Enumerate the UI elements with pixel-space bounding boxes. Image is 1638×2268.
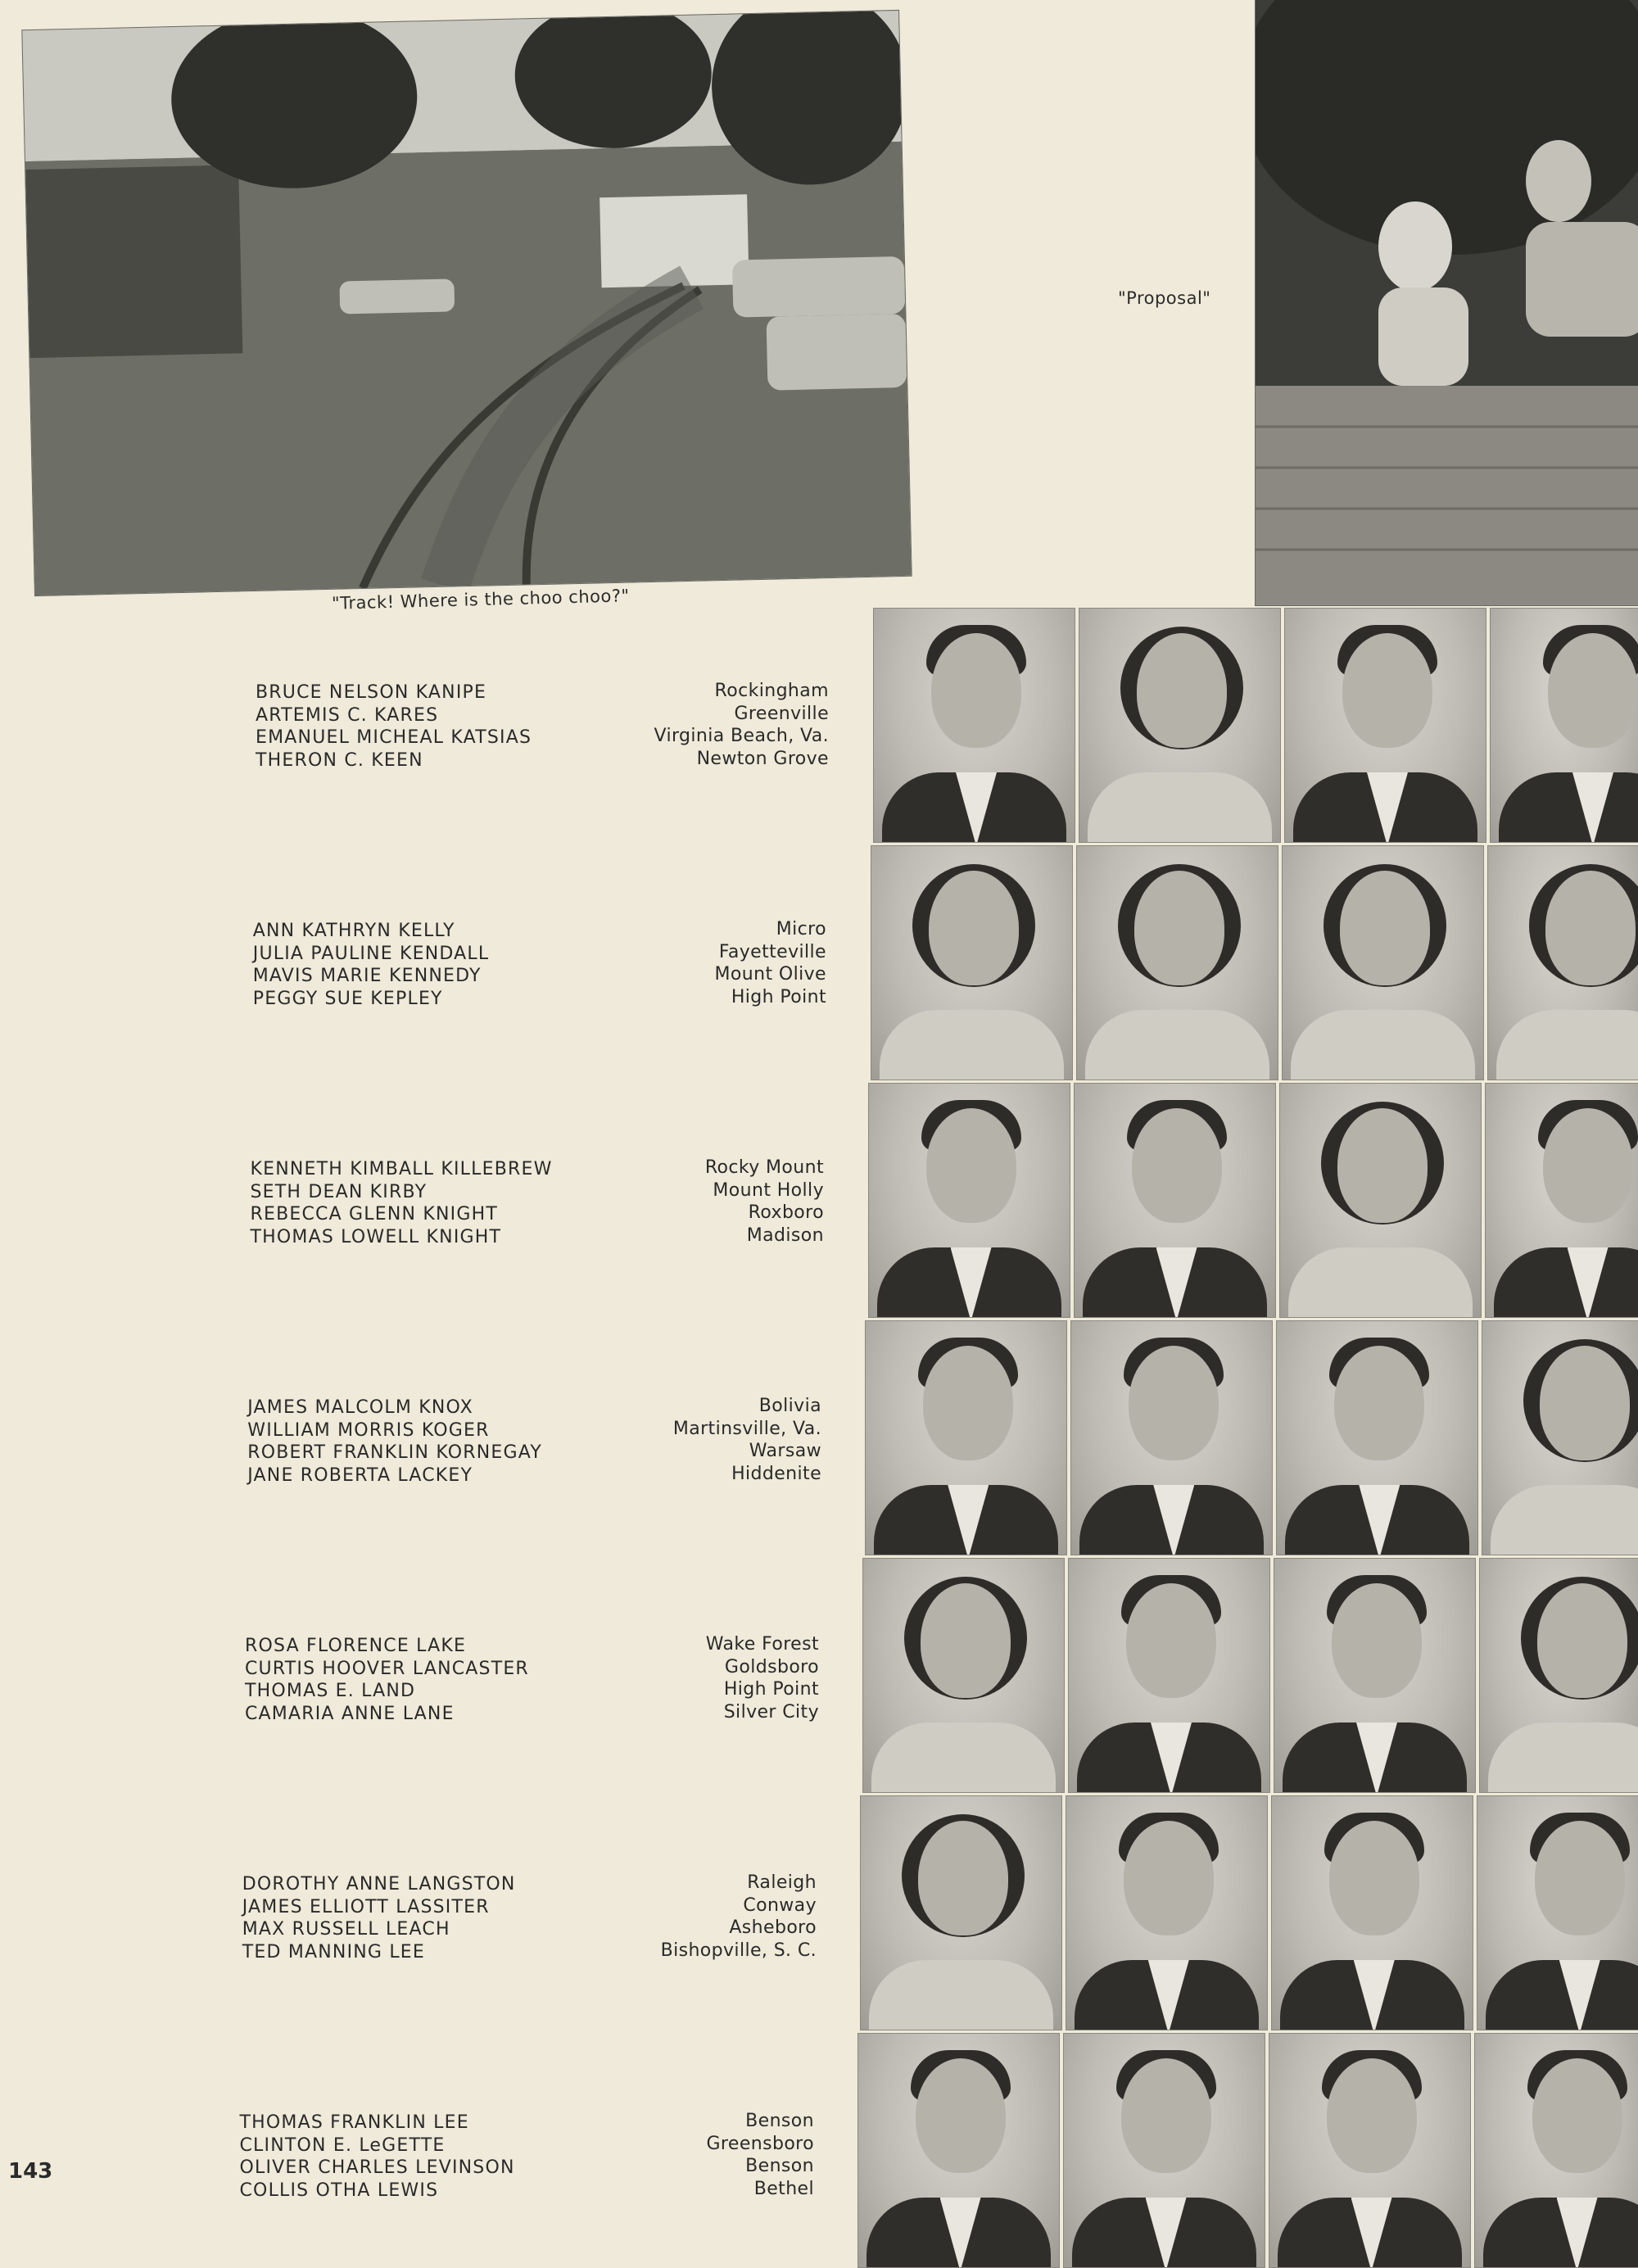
student-hometown: Rockingham (583, 680, 829, 703)
student-name: REBECCA GLENN KNIGHT (251, 1203, 553, 1226)
student-name: ROSA FLORENCE LAKE (245, 1635, 529, 1658)
student-hometowns (583, 680, 829, 770)
student-name: JULIA PAULINE KENDALL (253, 943, 490, 966)
student-name: JANE ROBERTA LACKEY (247, 1464, 542, 1487)
student-hometown: Bethel (568, 2178, 814, 2201)
student-hometown: Micro (581, 918, 826, 941)
portrait-shoulders (869, 1960, 1053, 2030)
student-hometown: Madison (578, 1225, 824, 1247)
portrait-head (929, 871, 1019, 985)
portrait-head (923, 1346, 1013, 1460)
student-hometown: Benson (568, 2110, 814, 2133)
portrait-shoulders (1088, 772, 1272, 843)
student-name: CLINTON E. LeGETTE (240, 2134, 515, 2157)
student-portrait (857, 2033, 1060, 2268)
student-portrait (1485, 1083, 1638, 1318)
student-hometown: Goldsboro (573, 1656, 819, 1679)
student-hometown: High Point (573, 1678, 819, 1701)
student-name: THOMAS FRANKLIN LEE (240, 2112, 515, 2134)
student-names (240, 2112, 515, 2202)
student-portrait (1282, 845, 1484, 1080)
student-name: JAMES MALCOLM KNOX (247, 1397, 542, 1419)
student-hometown: Wake Forest (573, 1633, 819, 1656)
railroad-track-illustration (22, 11, 911, 595)
student-hometown: Mount Olive (581, 963, 826, 986)
student-hometown: Greenville (583, 703, 829, 726)
student-name: SETH DEAN KIRBY (251, 1181, 553, 1204)
student-row (0, 845, 1638, 1079)
student-name: PEGGY SUE KEPLEY (253, 988, 490, 1011)
student-hometown: Virginia Beach, Va. (583, 725, 829, 748)
student-name: MAX RUSSELL LEACH (242, 1918, 516, 1941)
student-name: ARTEMIS C. KARES (256, 704, 532, 727)
student-hometown: Rocky Mount (578, 1157, 824, 1179)
student-hometown: Martinsville, Va. (576, 1418, 821, 1441)
proposal-photo (1255, 0, 1638, 606)
portrait-shoulders (1494, 1247, 1638, 1318)
student-hometown: Conway (571, 1895, 817, 1917)
portrait-head (1545, 871, 1636, 985)
student-portrait (873, 608, 1075, 843)
student-hometown: Fayetteville (581, 941, 826, 964)
student-hometown: Asheboro (571, 1917, 817, 1940)
student-portrait (1279, 1083, 1482, 1318)
student-portrait (1076, 845, 1278, 1080)
portrait-head (1337, 1108, 1428, 1223)
student-hometown: Silver City (573, 1701, 819, 1724)
student-names (245, 1635, 529, 1725)
student-hometowns (581, 918, 826, 1008)
student-name: CURTIS HOOVER LANCASTER (245, 1658, 529, 1681)
portrait-shoulders (1486, 1960, 1638, 2030)
student-portrait (1269, 2033, 1471, 2268)
portrait-head (1334, 1346, 1424, 1460)
student-name: COLLIS OTHA LEWIS (240, 2180, 515, 2202)
student-portrait (1479, 1558, 1638, 1793)
student-name: TED MANNING LEE (242, 1941, 516, 1964)
student-portrait (1066, 1795, 1268, 2030)
student-portrait (1074, 1083, 1276, 1318)
student-hometown: Bolivia (576, 1395, 821, 1418)
portrait-head (1340, 871, 1430, 985)
student-hometowns (576, 1395, 821, 1485)
portrait-head (1543, 1108, 1633, 1223)
student-name: CAMARIA ANNE LANE (245, 1703, 529, 1726)
student-names (253, 920, 490, 1010)
student-name: JAMES ELLIOTT LASSITER (242, 1896, 516, 1919)
student-portrait (1063, 2033, 1265, 2268)
student-name: DOROTHY ANNE LANGSTON (242, 1873, 516, 1896)
student-names (256, 681, 532, 772)
student-hometown: Benson (568, 2155, 814, 2178)
portrait-shoulders (1491, 1485, 1638, 1555)
student-portrait (865, 1320, 1067, 1555)
portrait-head (1535, 1821, 1625, 1935)
portrait-head (1121, 2058, 1211, 2173)
portrait-shoulders (1496, 1010, 1638, 1080)
student-hometown: Hiddenite (576, 1463, 821, 1486)
portrait-shoulders (1488, 1723, 1638, 1793)
student-portrait (1490, 608, 1638, 843)
student-portrait (1477, 1795, 1638, 2030)
student-portrait (1276, 1320, 1478, 1555)
student-row (0, 1558, 1638, 1791)
student-hometowns (573, 1633, 819, 1723)
portrait-shoulders (1499, 772, 1638, 843)
student-portrait (1079, 608, 1281, 843)
student-hometown: High Point (581, 986, 826, 1009)
student-row (0, 608, 1638, 841)
student-names (251, 1158, 553, 1248)
student-portrait (871, 845, 1073, 1080)
portrait-head (1132, 1108, 1222, 1223)
portrait-shoulders (871, 1723, 1056, 1793)
student-name: THOMAS LOWELL KNIGHT (251, 1226, 553, 1249)
student-row (0, 1795, 1638, 2029)
student-name: ANN KATHRYN KELLY (253, 920, 490, 943)
portrait-head (1124, 1821, 1214, 1935)
student-name: THOMAS E. LAND (245, 1680, 529, 1703)
student-hometowns (568, 2110, 814, 2200)
student-hometowns (571, 1872, 817, 1962)
student-hometowns (578, 1157, 824, 1247)
student-name: KENNETH KIMBALL KILLEBREW (251, 1158, 553, 1181)
student-name: EMANUEL MICHEAL KATSIAS (256, 727, 532, 749)
student-hometown: Raleigh (571, 1872, 817, 1895)
track-photo (21, 10, 912, 596)
student-name: MAVIS MARIE KENNEDY (253, 965, 490, 988)
portrait-head (1548, 633, 1638, 748)
portrait-shoulders (1288, 1247, 1473, 1318)
portrait-head (1332, 1583, 1422, 1698)
couple-on-wall-illustration (1256, 0, 1638, 605)
student-portrait (860, 1795, 1062, 2030)
portrait-head (1329, 1821, 1419, 1935)
student-row (0, 1083, 1638, 1316)
portrait-head (921, 1583, 1011, 1698)
student-portrait (868, 1083, 1070, 1318)
portrait-head (1537, 1583, 1627, 1698)
portrait-shoulders (880, 1010, 1064, 1080)
portrait-head (918, 1821, 1008, 1935)
portrait-head (916, 2058, 1006, 2173)
student-hometown: Greensboro (568, 2133, 814, 2156)
student-portrait (1068, 1558, 1270, 1793)
track-photo-caption: "Track! Where is the choo choo?" (332, 586, 630, 613)
student-name: ROBERT FRANKLIN KORNEGAY (247, 1442, 542, 1464)
student-portrait (1482, 1320, 1638, 1555)
student-row (0, 1320, 1638, 1554)
student-portrait (1474, 2033, 1638, 2268)
portrait-head (1342, 633, 1432, 748)
student-hometown: Mount Holly (578, 1179, 824, 1202)
portrait-head (1129, 1346, 1219, 1460)
proposal-photo-caption: "Proposal" (1118, 288, 1210, 308)
portrait-head (1126, 1583, 1216, 1698)
portrait-shoulders (1085, 1010, 1269, 1080)
student-name: THERON C. KEEN (256, 749, 532, 772)
student-row (0, 2033, 1638, 2266)
student-name: WILLIAM MORRIS KOGER (247, 1419, 542, 1442)
student-portrait (1274, 1558, 1476, 1793)
student-hometown: Warsaw (576, 1440, 821, 1463)
student-portrait (1284, 608, 1486, 843)
portrait-head (1540, 1346, 1630, 1460)
student-portrait (862, 1558, 1065, 1793)
student-name: BRUCE NELSON KANIPE (256, 681, 532, 704)
student-names (247, 1397, 542, 1487)
portrait-head (931, 633, 1021, 748)
portrait-head (1137, 633, 1227, 748)
student-names (242, 1873, 516, 1963)
portrait-head (1134, 871, 1224, 985)
portrait-head (1327, 2058, 1417, 2173)
student-name: OLIVER CHARLES LEVINSON (240, 2157, 515, 2180)
student-portrait (1487, 845, 1638, 1080)
student-portrait (1070, 1320, 1273, 1555)
portrait-head (1532, 2058, 1622, 2173)
page-number: 143 (8, 2159, 52, 2184)
student-hometown: Bishopville, S. C. (571, 1940, 817, 1962)
portrait-head (926, 1108, 1016, 1223)
student-hometown: Newton Grove (583, 748, 829, 771)
portrait-shoulders (1291, 1010, 1475, 1080)
student-hometown: Roxboro (578, 1202, 824, 1225)
student-portrait (1271, 1795, 1473, 2030)
